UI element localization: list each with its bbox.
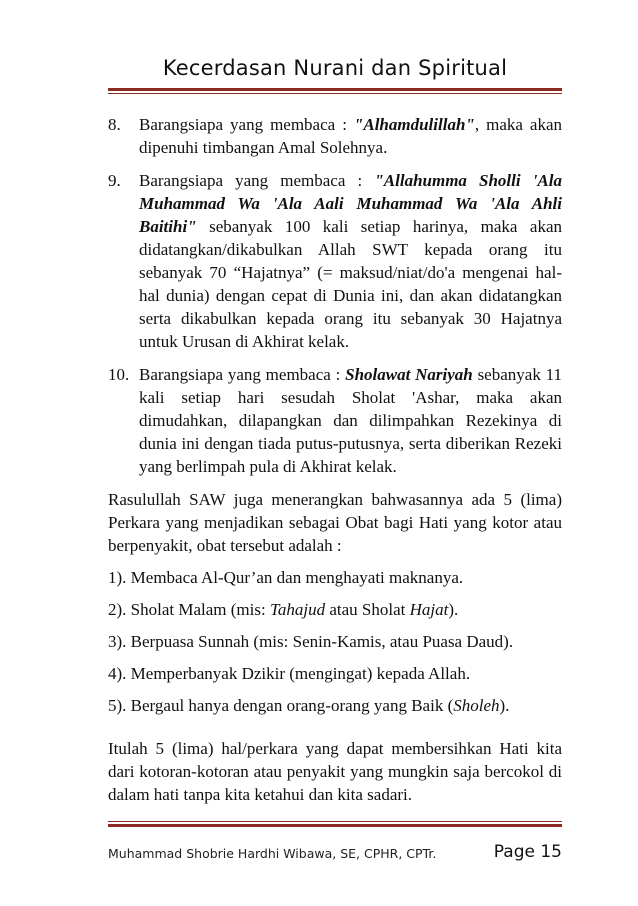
remedy-text: 2). Sholat Malam (mis: xyxy=(108,600,270,619)
list-item-emphasis: "Alhamdulillah" xyxy=(353,115,475,134)
list-item-text: sebanyak 100 kali setiap harinya, maka akan didatangkan/dikabulkan Allah SWT kepada orang itu sebanyak 70 “Hajatnya” (= maksud/niat/do'a mengenai hal-hal dunia) dengan cepat di Dunia ini, dan akan didatangkan serta dikabulkan kepada orang itu sebanyak 30 Hajatnya untuk Urusan di Akhirat kelak. xyxy=(139,217,562,351)
page-header-title: Kecerdasan Nurani dan Spiritual xyxy=(162,56,508,80)
list-item-8 xyxy=(108,113,562,159)
list-item-emphasis: Sholawat Nariyah xyxy=(345,365,473,384)
list-item-text: Barangsiapa yang membaca : xyxy=(139,171,375,190)
remedy-text: 5). Bergaul hanya dengan orang-orang yang Baik ( xyxy=(108,696,454,715)
remedy-point-1 xyxy=(108,566,562,589)
list-item-number: 10. xyxy=(108,365,130,384)
remedy-text: ). xyxy=(499,696,510,715)
remedy-text: atau Sholat xyxy=(325,600,410,619)
footer-rule-thin xyxy=(108,821,562,822)
remedy-text: 1). Membaca Al-Qur’an dan menghayati maknanya. xyxy=(108,568,464,587)
remedy-italic: Hajat xyxy=(409,600,449,619)
remedy-italic: Sholeh xyxy=(453,696,500,715)
page-footer xyxy=(108,842,562,863)
remedy-text: ). xyxy=(448,600,459,619)
remedy-text: 4). Memperbanyak Dzikir (mengingat) kepada Allah. xyxy=(108,664,471,683)
list-item-text: Barangsiapa yang membaca : xyxy=(139,115,354,134)
remedy-point-5 xyxy=(108,694,562,717)
list-item-text: sebanyak 11 kali setiap hari sesudah Sholat 'Ashar, maka akan dimudahkan, dilapangkan dan dilimpahkan Rezekinya di dunia ini dengan tiada putus-putusnya, serta diberikan Rezeki yang berlimpah pula di Akhirat kelak. xyxy=(139,365,562,476)
list-item-text: , maka akan dipenuhi timbangan Amal Solehnya. xyxy=(139,115,562,157)
footer-author: Muhammad Shobrie Hardhi Wibawa, SE, CPHR, CPTr. xyxy=(108,846,437,861)
list-item-text: Barangsiapa yang membaca : xyxy=(139,365,346,384)
page-number: Page 15 xyxy=(493,842,562,862)
intro-paragraph: Rasulullah SAW juga menerangkan bahwasannya ada 5 (lima) Perkara yang menjadikan sebagai Obat bagi Hati yang kotor atau berpenyakit, obat tersebut adalah : xyxy=(108,490,562,555)
remedy-text: 3). Berpuasa Sunnah (mis: Senin-Kamis, atau Puasa Daud). xyxy=(108,632,514,651)
remedy-point-4 xyxy=(108,662,562,685)
list-item-9 xyxy=(108,169,562,353)
remedy-point-3 xyxy=(108,630,562,653)
list-item-number: 9. xyxy=(108,171,121,190)
remedy-italic: Tahajud xyxy=(269,600,326,619)
list-item-emphasis: "Allahumma Sholli 'Ala Muhammad Wa 'Ala Aali Muhammad Wa 'Ala Ahli Baitihi" xyxy=(139,171,562,236)
remedy-point-2 xyxy=(108,598,562,621)
list-item-10 xyxy=(108,363,562,478)
footer-rule-thick xyxy=(108,824,562,827)
closing-paragraph: Itulah 5 (lima) hal/perkara yang dapat membersihkan Hati kita dari kotoran-kotoran atau penyakit yang mungkin saja bercokol di dalam hati tanpa kita ketahui dan kita sadari. xyxy=(108,739,562,804)
list-item-number: 8. xyxy=(108,115,121,134)
page-body xyxy=(108,113,562,806)
header-rule-thin xyxy=(108,93,562,94)
header-rule-thick xyxy=(108,88,562,91)
